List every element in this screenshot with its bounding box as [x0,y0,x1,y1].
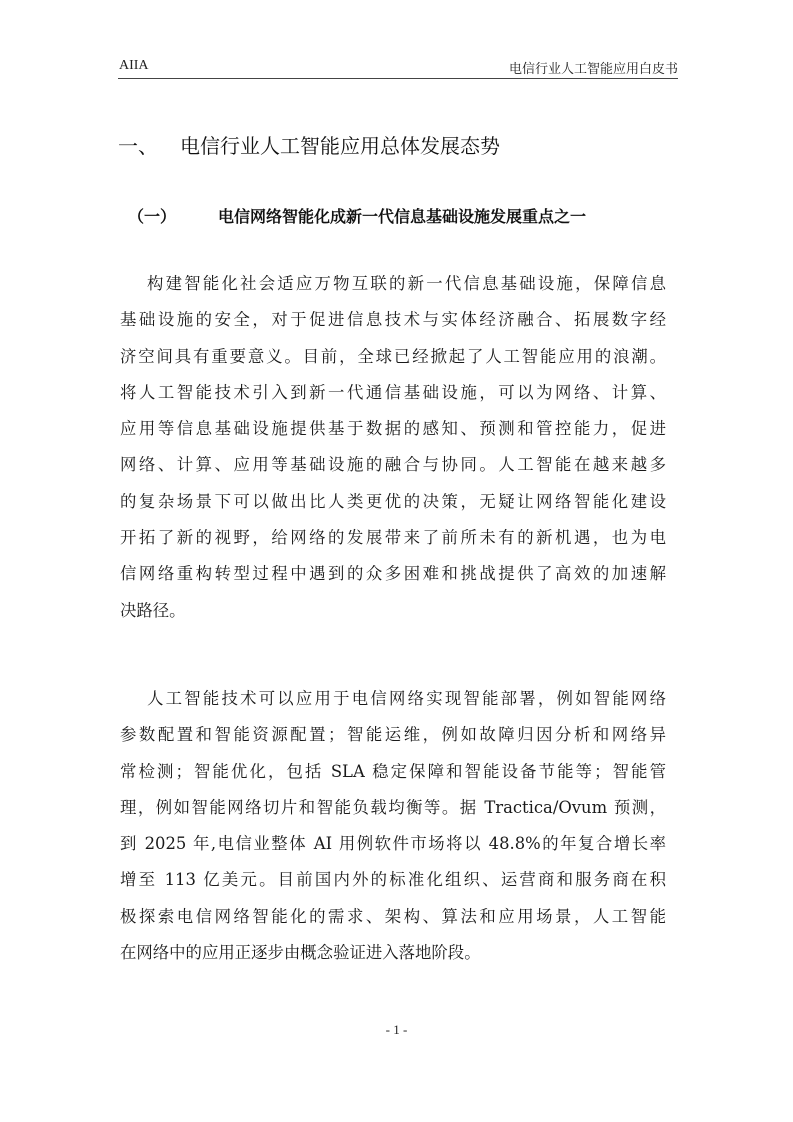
section-number: 一、 [118,134,158,158]
page-header [118,56,678,79]
section-heading [118,130,500,160]
subsection-heading [128,204,586,230]
paragraph-line: 到 2025 年,电信业整体 AI 用例软件市场将以 48.8%的年复合增长率 [120,834,666,854]
paragraph-line: 济空间具有重要意义。目前，全球已经掀起了人工智能应用的浪潮。 [120,346,666,366]
header-doc-title: 电信行业人工智能应用白皮书 [508,62,678,77]
paragraph-line: 信网络重构转型过程中遇到的众多困难和挑战提供了高效的加速解 [120,564,666,584]
paragraph-line: 基础设施的安全，对于促进信息技术与实体经济融合、拓展数字经 [120,310,666,330]
paragraph-line: 极探索电信网络智能化的需求、架构、算法和应用场景，人工智能 [120,906,666,926]
paragraph-line: 常检测；智能优化，包括 SLA 稳定保障和智能设备节能等；智能管 [120,761,666,781]
paragraph-1 [120,266,666,629]
paragraph-line: 开拓了新的视野，给网络的发展带来了前所未有的新机遇，也为电 [120,528,666,548]
paragraph-line: 构建智能化社会适应万物互联的新一代信息基础设施，保障信息 [147,274,666,293]
paragraph-line: 决路径。 [120,600,186,620]
header-org: AIIA [119,58,149,73]
subsection-title: 电信网络智能化成新一代信息基础设施发展重点之一 [218,207,587,226]
paragraph-line: 在网络中的应用正逐步由概念验证进入落地阶段。 [120,943,481,963]
paragraph-line: 网络、计算、应用等基础设施的融合与协同。人工智能在越来越多 [120,455,666,475]
paragraph-line: 将人工智能技术引入到新一代通信基础设施，可以为网络、计算、 [120,382,666,402]
paragraph-line: 应用等信息基础设施提供基于数据的感知、预测和管控能力，促进 [120,419,666,439]
paragraph-line: 理，例如智能网络切片和智能负载均衡等。据 Tractica/Ovum 预测， [120,797,666,817]
paragraph-line: 人工智能技术可以应用于电信网络实现智能部署，例如智能网络 [147,689,666,708]
subsection-number: （一） [128,207,177,226]
paragraph-line: 的复杂场景下可以做出比人类更优的决策，无疑让网络智能化建设 [120,491,666,511]
paragraph-line: 参数配置和智能资源配置；智能运维，例如故障归因分析和网络异 [120,725,666,745]
page-number: - 1 - [385,1022,408,1037]
paragraph-2 [120,681,666,971]
section-title: 电信行业人工智能应用总体发展态势 [180,134,500,158]
paragraph-line: 增至 113 亿美元。目前国内外的标准化组织、运营商和服务商在积 [120,870,666,890]
